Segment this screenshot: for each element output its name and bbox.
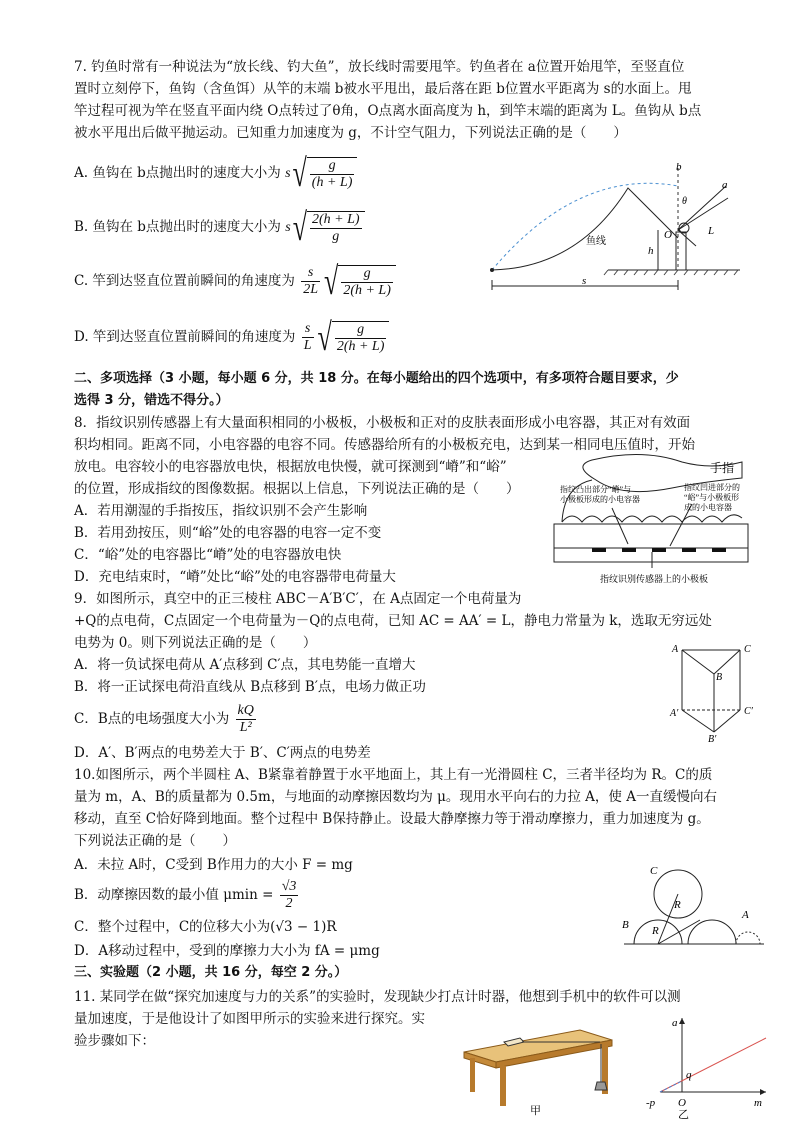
vertex-C1: C′ [744, 706, 753, 717]
origin-label: O [678, 1097, 686, 1109]
intercept-p-label: -p [646, 1097, 656, 1109]
vertex-A: A [672, 644, 679, 655]
fishing-figure [478, 158, 748, 298]
q7-option-d: D. 竿到达竖直位置前瞬间的角速度为 $\frac{s}{L}$ √ $\frac{g}{2(h + L)}$ [74, 316, 391, 358]
fig-yi-label: 乙 [678, 1109, 689, 1120]
q10-option-c: C．整个过程中，C的位移大小为(√3 − 1)R [74, 919, 337, 935]
q11-line1: 11. 某同学在做“探究加速度与力的关系”的实验时，发现缺少打点计时器，他想到手机中的软件可以测 [74, 989, 681, 1005]
q8-line1: 8．指纹识别传感器上有大量面积相同的小极板，小极板和正对的皮肤表面形成小电容器，其正对有效面 [74, 415, 691, 431]
finger-label: 手指 [710, 461, 735, 475]
q10-line4: 下列说法正确的是（ ） [74, 833, 236, 849]
axis-m-label: m [754, 1097, 762, 1109]
q8-line4: 的位置，形成指纹的图像数据。根据以上信息，下列说法正确的是（ ） [74, 481, 520, 497]
q9-option-d: D．A′、B′两点的电势差大于 B′、C′两点的电势差 [74, 745, 371, 761]
q8-option-b: B．若用劲按压，则“峪”处的电容器的电容一定不变 [74, 525, 382, 541]
q7-option-c: C. 竿到达竖直位置前瞬间的角速度为 $\frac{s}{2L}$ √ $\frac{g}{2(h + L)}$ [74, 260, 398, 302]
formula-sqrt3-over-2: $\frac{√3}{2}$ [281, 879, 297, 911]
valley-label-3: 成的小电容器 [684, 503, 732, 512]
graph-figure [642, 1012, 772, 1120]
q8-line3: 放电。电容较小的电容器放电快，根据放电快慢，就可探测到“嵴”和“峪” [74, 459, 507, 475]
vertex-B1: B′ [708, 734, 717, 744]
cyl-R2: R [652, 925, 659, 937]
q9-option-a: A．将一负试探电荷从 A′点移到 C′点，其电势能一直增大 [74, 657, 416, 673]
q7-line1: 7. 钓鱼时常有一种说法为“放长线、钓大鱼”，放长线时需要甩竿。钓鱼者在 a位置开始甩竿，至竖直位 [74, 59, 685, 75]
q11-line2: 量加速度，于是他设计了如图甲所示的实验来进行探究。实 [74, 1011, 425, 1027]
formula-b: s√ $\frac{2(h + L)}{g}$ [285, 220, 366, 235]
q9-line3: 电势为 0。则下列说法正确的是（ ） [74, 635, 317, 651]
intercept-q-label: q [686, 1069, 692, 1081]
q10-line1: 10.如图所示，两个半圆柱 A、B紧靠着静置于水平地面上，其上有一光滑圆柱 C，三者半径均为 R。C的质 [74, 767, 713, 783]
section3-title: 三、实验题（2 小题，共 16 分，每空 2 分。） [74, 965, 348, 980]
q10-line3: 移动，直至 C恰好降到地面。整个过程中 B保持静止。设最大静摩擦力等于滑动摩擦力，重力加速度为 g。 [74, 811, 710, 827]
label-h: h [648, 245, 654, 257]
q11-line3: 验步骤如下： [74, 1033, 155, 1049]
section2-line1: 二、多项选择（3 小题，每小题 6 分，共 18 分。在每小题给出的四个选项中，有多项符合题目要求，少 [74, 371, 679, 386]
label-s: s [582, 275, 587, 287]
cyl-A: A [742, 909, 749, 921]
valley-label-2: “峪”与小极板形 [684, 493, 740, 502]
q7-line2: 置时立刻停下，鱼钩（含鱼饵）从竿的末端 b被水平甩出，最后落在距 b位置水平距离为 s的水面上。甩 [74, 81, 692, 97]
label-line: 鱼线 [586, 236, 606, 247]
axis-a-label: a [672, 1017, 678, 1029]
cyl-B: B [622, 919, 629, 931]
formula-a: s√ $\frac{g}{(h + L)}$ [285, 166, 359, 181]
q8-option-d: D．充电结束时，“嵴”处比“峪”处的电容器带电荷量大 [74, 569, 396, 585]
table-figure [460, 1022, 620, 1118]
ridge-label-2: 小极板形成的小电容器 [560, 495, 640, 504]
q9-line2: +Q的点电荷，C点固定一个电荷量为－Q的点电荷，已知 AC = AA′ = L，静电力常量为 k，选取无穷远处 [74, 613, 712, 629]
q9-option-b: B．将一正试探电荷沿直线从 B点移到 B′点，电场力做正功 [74, 679, 426, 695]
q10-option-b: B．动摩擦因数的最小值 μmin = $\frac{√3}{2}$ [74, 879, 297, 911]
q8-line2: 积均相同。距离不同，小电容器的电容不同。传感器给所有的小极板充电，达到某一相同电压值时，开始 [74, 437, 695, 453]
formula-d: $\frac{s}{L}$ √ $\frac{g}{2(h + L)}$ [300, 330, 392, 345]
label-O: O [664, 229, 672, 241]
cyl-C: C [650, 865, 658, 877]
q10-line2: 量为 m，A、B的质量都为 0.5m，与地面的动摩擦因数均为 μ。现用水平向右的力拉 A，使 A一直缓慢向右 [74, 789, 717, 805]
q10-option-d: D．A移动过程中，受到的摩擦力大小为 fA = μmg [74, 943, 380, 959]
vertex-A1: A′ [670, 708, 679, 719]
q7-option-a: A. 鱼钩在 b点抛出时的速度大小为 s√ $\frac{g}{(h + L)}$ [74, 152, 359, 194]
label-L: L [708, 225, 715, 237]
q8-option-a: A．若用潮湿的手指按压，指纹识别不会产生影响 [74, 503, 368, 519]
cyl-R1: R [674, 899, 681, 911]
q7-option-b: B. 鱼钩在 b点抛出时的速度大小为 s√ $\frac{2(h + L)}{g}$ [74, 206, 367, 248]
label-b: b [676, 161, 682, 173]
vertex-C: C [744, 644, 751, 655]
label-a: a [722, 179, 728, 191]
label-theta: θ [682, 196, 687, 207]
ridge-label-1: 指纹凸出部分“嵴”与 [560, 485, 632, 494]
sensor-caption: 指纹识别传感器上的小极板 [600, 574, 709, 584]
cylinders-figure [618, 858, 768, 950]
section2-line2: 选得 3 分，错选不得分。） [74, 393, 229, 408]
q7-line4: 被水平甩出后做平抛运动。已知重力加速度为 g，不计空气阻力，下列说法正确的是（ ） [74, 125, 627, 141]
q10-option-a: A．未拉 A时，C受到 B作用力的大小 F = mg [74, 857, 353, 873]
formula-kq-l2: $\frac{kQ}{\text{L²}}$ [237, 703, 254, 735]
fig-jia-label: 甲 [530, 1105, 541, 1117]
q7-line3: 竿过程可视为竿在竖直平面内绕 O点转过了θ角，O点离水面高度为 h，到竿末端的距离为 L。鱼钩从 b点 [74, 103, 702, 119]
q9-option-c: C．B点的电场强度大小为 $\frac{kQ}{\text{L²}}$ [74, 703, 254, 735]
q9-line1: 9．如图所示，真空中的正三棱柱 ABC－A′B′C′，在 A点固定一个电荷量为 [74, 591, 522, 607]
fingerprint-figure [552, 452, 752, 588]
prism-figure [664, 640, 764, 744]
valley-label-1: 指纹凹进部分的 [684, 483, 740, 492]
q8-option-c: C．“峪”处的电容器比“嵴”处的电容器放电快 [74, 547, 342, 563]
formula-c: $\frac{s}{2L}$ √ $\frac{g}{2(h + L)}$ [299, 274, 398, 289]
vertex-B: B [716, 672, 723, 683]
